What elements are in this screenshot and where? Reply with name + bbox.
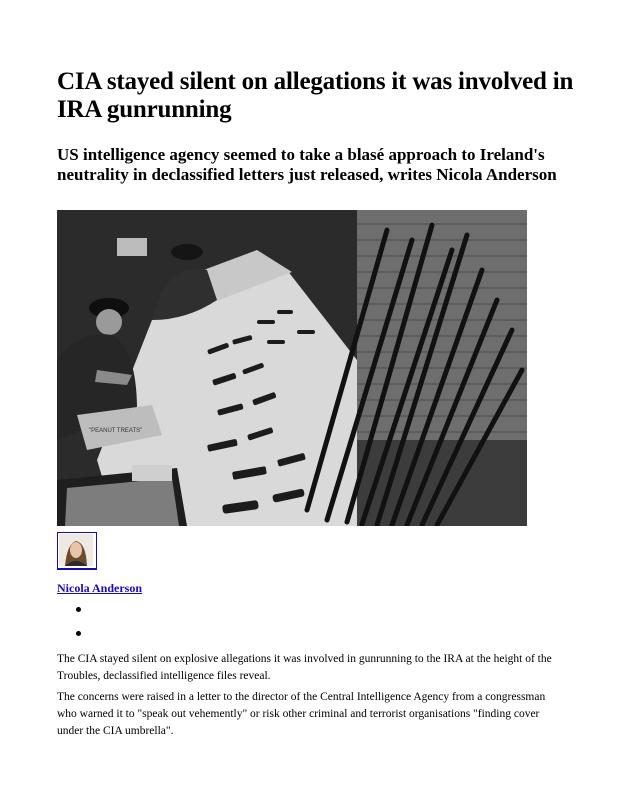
article-paragraph: The concerns were raised in a letter to the director of the Central Intelligence Agency from a congressman who warned it to "speak out vehemently" or risk other criminal and terrorist organisations "finding cover under the CIA umbrella". xyxy=(57,691,546,737)
article-headline: CIA stayed silent on allegations it was involved in IRA gunrunning xyxy=(57,68,574,123)
article-photo xyxy=(57,210,527,526)
author-avatar-link[interactable] xyxy=(57,532,97,570)
author-avatar xyxy=(59,534,93,566)
photo-box-label: "PEANUT TREATS" xyxy=(89,428,143,434)
author-name-link[interactable]: Nicola Anderson xyxy=(57,581,143,595)
bullet-icon xyxy=(76,607,81,612)
article-standfirst: US intelligence agency seemed to take a blasé approach to Ireland's neutrality in declassified letters just released, writes Nicola Anderson xyxy=(57,145,557,184)
bullet-icon xyxy=(76,631,81,636)
article-paragraph: The CIA stayed silent on explosive allegations it was involved in gunrunning to the IRA at the height of the Troubles, declassified intelligence files reveal. xyxy=(57,653,552,682)
